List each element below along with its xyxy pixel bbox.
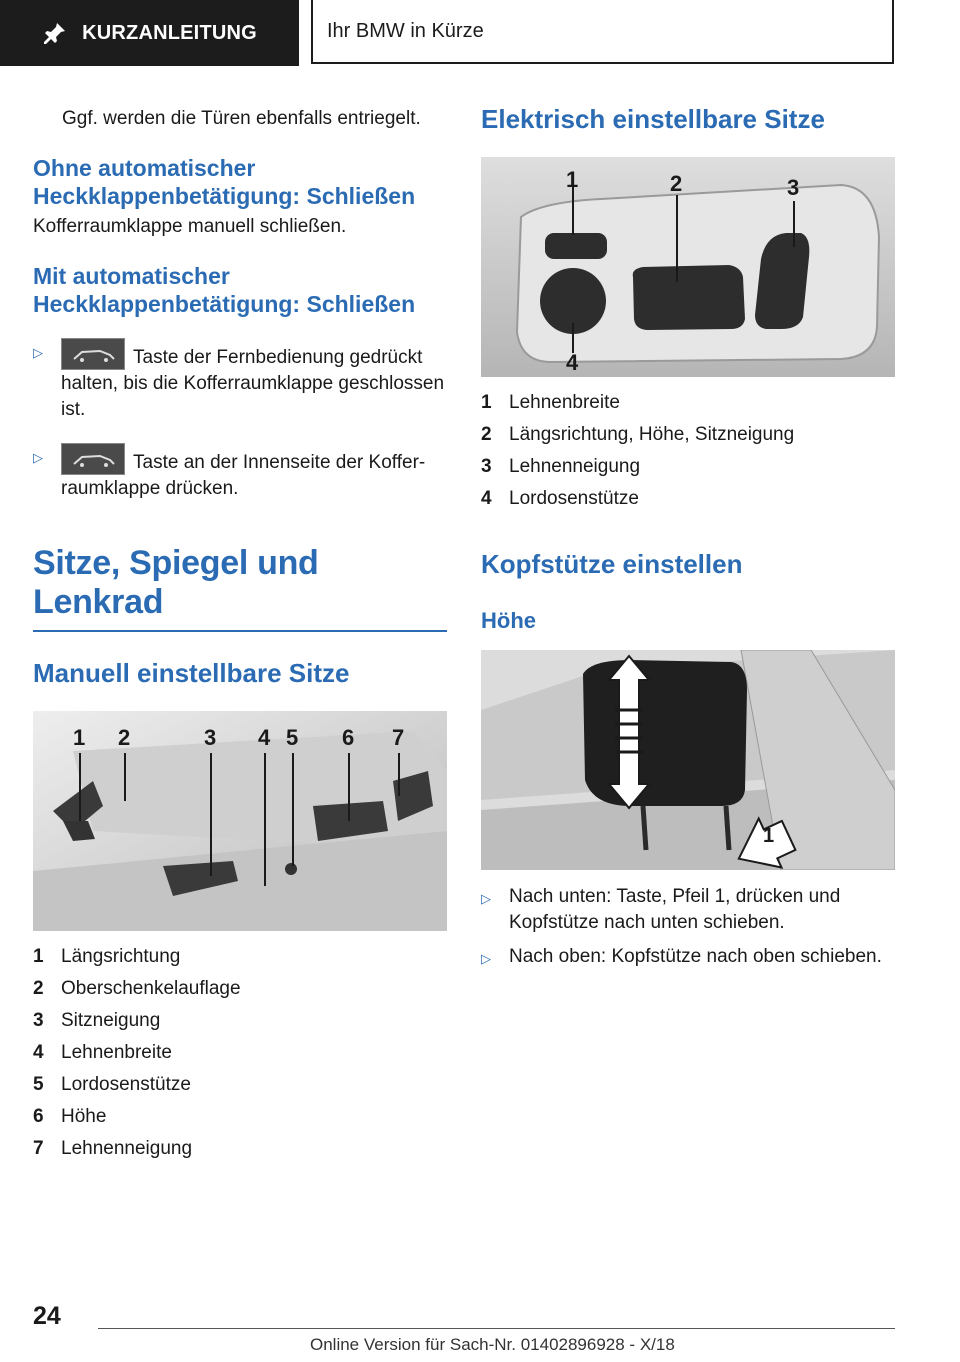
list-item: 4 Lordosenstütze	[481, 488, 639, 509]
chapter-title: Sitze, Spiegel und Lenkrad	[33, 544, 447, 632]
section-tab	[311, 0, 894, 64]
heading-with-auto: Mit automatischer Heckklappenbetätigung: Schließen	[33, 263, 416, 317]
fig-label-3: 3	[204, 725, 217, 750]
online-version-text: Online Version für Sach-Nr. 01402896928 - X/18	[310, 1335, 675, 1354]
electric-seat-legend	[481, 387, 895, 515]
electric-seats-heading: Elektrisch einstellbare Sitze	[481, 104, 825, 134]
text-without-auto: Kofferraumklappe manuell schließen.	[33, 216, 347, 237]
manual-seats-heading: Manuell einstellbare Sitze	[33, 658, 350, 688]
triangle-bullet-icon: ▷	[33, 450, 43, 465]
fig-label-4: 4	[258, 725, 271, 750]
fig-label-5: 5	[286, 725, 299, 750]
list-item: 5 Lordosenstütze	[33, 1074, 191, 1095]
bullet-headrest-down	[481, 884, 895, 936]
electric-seat-figure	[481, 157, 895, 377]
bullet-remote-key	[33, 338, 447, 423]
fig-label-7: 7	[392, 725, 405, 750]
list-item: 3 Lehnenneigung	[481, 456, 641, 477]
tailgate-button-icon	[61, 443, 125, 475]
list-item: 3 Sitzneigung	[33, 1010, 161, 1031]
list-item: 7 Lehnenneigung	[33, 1138, 193, 1159]
triangle-bullet-icon: ▷	[481, 891, 491, 906]
list-item: 4 Lehnenbreite	[33, 1042, 172, 1063]
fig-label-2: 2	[670, 171, 683, 196]
fig-label-1: 1	[566, 167, 579, 192]
manual-seat-legend	[33, 941, 447, 1165]
right-column	[481, 96, 895, 972]
intro-text: Ggf. werden die Türen ebenfalls entriegelt.	[62, 108, 421, 129]
chapter-tab-label: KURZANLEITUNG	[82, 21, 257, 44]
fig-label-1: 1	[763, 825, 775, 847]
list-item: 2 Längsrichtung, Höhe, Sitzneigung	[481, 424, 795, 445]
headrest-heading: Kopfstütze einstellen	[481, 549, 743, 579]
bullet-text-inner: Taste an der Innenseite der Koffer- raumklappe drücken.	[61, 452, 426, 499]
fig-label-1: 1	[73, 725, 86, 750]
height-subheading: Höhe	[481, 608, 536, 633]
manual-seat-figure	[33, 711, 447, 931]
list-item: 1 Längsrichtung	[33, 946, 181, 967]
pushpin-icon	[42, 20, 68, 46]
list-item: 6 Höhe	[33, 1106, 107, 1127]
bullet-headrest-up	[481, 944, 895, 972]
list-item: 1 Lehnenbreite	[481, 392, 620, 413]
footer-divider	[98, 1328, 895, 1329]
list-item: 2 Oberschenkelauflage	[33, 978, 241, 999]
fig-label-6: 6	[342, 725, 355, 750]
tailgate-button-icon	[61, 338, 125, 370]
fig-label-2: 2	[118, 725, 131, 750]
triangle-bullet-icon: ▷	[33, 345, 43, 360]
headrest-figure	[481, 650, 895, 870]
chapter-tab	[0, 0, 299, 66]
left-column	[33, 96, 447, 1165]
triangle-bullet-icon: ▷	[481, 951, 491, 966]
bullet-text-up: Nach oben: Kopfstütze nach oben schieben.	[509, 946, 882, 967]
bullet-inner-button	[33, 443, 447, 502]
page-number: 24	[33, 1302, 61, 1330]
bullet-text-remote: Taste der Fernbedienung gedrückt halten, bis die Kofferraumklappe geschlossen ist.	[61, 347, 445, 420]
heading-without-auto: Ohne automatischer Heckklappenbetätigung: Schließen	[33, 155, 416, 209]
page-header	[0, 0, 960, 66]
fig-label-4: 4	[566, 350, 579, 375]
bullet-text-down: Nach unten: Taste, Pfeil 1, drücken und Kopfstütze nach unten schieben.	[509, 886, 841, 933]
section-title: Ihr BMW in Kürze	[327, 19, 484, 42]
fig-label-3: 3	[787, 175, 800, 200]
